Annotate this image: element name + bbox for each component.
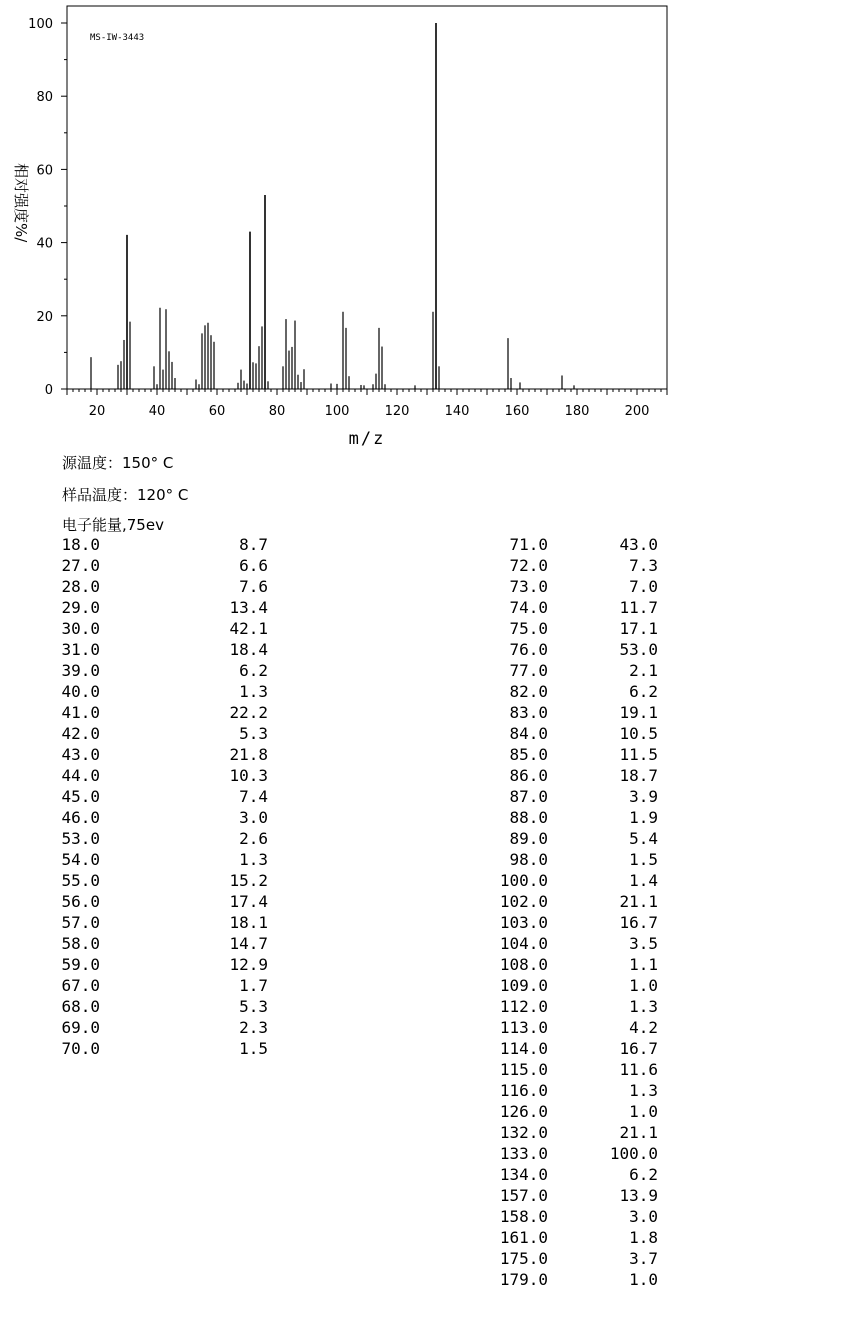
peak-row <box>57 765 268 786</box>
abundance-value: 11.6 <box>619 1060 658 1079</box>
peak-row <box>57 660 268 681</box>
peak-row <box>493 702 658 723</box>
abundance-value: 6.2 <box>629 1165 658 1184</box>
mz-value: 30.0 <box>61 619 100 638</box>
peak-row <box>493 975 658 996</box>
abundance-value: 13.9 <box>619 1186 658 1205</box>
abundance-value: 3.9 <box>629 787 658 806</box>
mz-value: 68.0 <box>61 997 100 1016</box>
peak-row <box>57 912 268 933</box>
peak-row <box>57 534 268 555</box>
x-tick-label: 80 <box>268 404 286 419</box>
x-tick-label: 140 <box>444 404 470 419</box>
peak-row <box>493 870 658 891</box>
abundance-value: 1.0 <box>629 1102 658 1121</box>
mz-value: 113.0 <box>499 1018 548 1037</box>
abundance-value: 1.3 <box>239 850 268 869</box>
x-tick-label: 100 <box>324 404 350 419</box>
mz-value: 126.0 <box>499 1102 548 1121</box>
abundance-value: 21.1 <box>619 892 658 911</box>
x-tick-label: 40 <box>148 404 166 419</box>
abundance-value: 10.3 <box>229 766 268 785</box>
mz-value: 108.0 <box>499 955 548 974</box>
peak-row <box>493 765 658 786</box>
y-axis <box>28 17 67 398</box>
mz-value: 77.0 <box>509 661 548 680</box>
abundance-value: 6.2 <box>629 682 658 701</box>
peak-row <box>493 723 658 744</box>
abundance-value: 6.6 <box>239 556 268 575</box>
peak-series <box>91 23 574 389</box>
x-axis <box>67 389 667 419</box>
abundance-value: 2.1 <box>629 661 658 680</box>
peak-row <box>493 1059 658 1080</box>
abundance-value: 16.7 <box>619 913 658 932</box>
abundance-value: 17.4 <box>229 892 268 911</box>
mz-value: 104.0 <box>499 934 548 953</box>
peak-row <box>57 954 268 975</box>
mz-value: 54.0 <box>61 850 100 869</box>
abundance-value: 5.4 <box>629 829 658 848</box>
mz-value: 114.0 <box>499 1039 548 1058</box>
peak-row <box>493 639 658 660</box>
peak-row <box>57 1017 268 1038</box>
abundance-value: 1.1 <box>629 955 658 974</box>
y-tick-label: 40 <box>36 236 53 252</box>
mz-value: 76.0 <box>509 640 548 659</box>
electron-energy: 电子能量,75ev <box>62 516 164 534</box>
peak-row <box>57 996 268 1017</box>
mz-value: 83.0 <box>509 703 548 722</box>
abundance-value: 7.4 <box>239 787 268 806</box>
peak-row <box>493 1164 658 1185</box>
peak-row <box>57 618 268 639</box>
peak-row <box>57 681 268 702</box>
source-temperature: 源温度：150° C <box>62 454 174 472</box>
x-tick-label: 200 <box>624 404 650 419</box>
mz-value: 67.0 <box>61 976 100 995</box>
mz-value: 75.0 <box>509 619 548 638</box>
mz-value: 59.0 <box>61 955 100 974</box>
y-tick-label: 80 <box>36 90 53 106</box>
mz-value: 116.0 <box>499 1081 548 1100</box>
abundance-value: 2.3 <box>239 1018 268 1037</box>
peak-row <box>493 1038 658 1059</box>
mz-value: 115.0 <box>499 1060 548 1079</box>
mz-value: 157.0 <box>499 1186 548 1205</box>
mz-value: 40.0 <box>61 682 100 701</box>
y-axis-label-group <box>12 163 30 243</box>
peak-row <box>493 1185 658 1206</box>
mz-value: 89.0 <box>509 829 548 848</box>
mz-value: 45.0 <box>61 787 100 806</box>
peak-row <box>493 828 658 849</box>
abundance-value: 1.7 <box>239 976 268 995</box>
abundance-value: 19.1 <box>619 703 658 722</box>
x-tick-label: 180 <box>564 404 590 419</box>
peak-row <box>493 1206 658 1227</box>
peak-row <box>493 933 658 954</box>
peak-row <box>493 786 658 807</box>
abundance-value: 10.5 <box>619 724 658 743</box>
mz-value: 161.0 <box>499 1228 548 1247</box>
peak-row <box>493 1143 658 1164</box>
peak-row <box>57 975 268 996</box>
peak-row <box>493 1269 658 1290</box>
abundance-value: 12.9 <box>229 955 268 974</box>
abundance-value: 42.1 <box>229 619 268 638</box>
abundance-value: 1.3 <box>629 997 658 1016</box>
peak-row <box>493 849 658 870</box>
x-tick-label: 120 <box>384 404 410 419</box>
x-tick-label: 20 <box>88 404 106 419</box>
abundance-value: 14.7 <box>229 934 268 953</box>
abundance-value: 16.7 <box>619 1039 658 1058</box>
mz-value: 39.0 <box>61 661 100 680</box>
peak-row <box>57 576 268 597</box>
mz-value: 71.0 <box>509 535 548 554</box>
mz-value: 27.0 <box>61 556 100 575</box>
peak-row <box>493 1227 658 1248</box>
mz-value: 53.0 <box>61 829 100 848</box>
abundance-value: 18.4 <box>229 640 268 659</box>
peak-row <box>493 534 658 555</box>
abundance-value: 1.3 <box>629 1081 658 1100</box>
mz-value: 158.0 <box>499 1207 548 1226</box>
mz-value: 73.0 <box>509 577 548 596</box>
x-tick-label: 60 <box>208 404 226 419</box>
abundance-value: 7.0 <box>629 577 658 596</box>
abundance-value: 100.0 <box>609 1144 658 1163</box>
peak-row <box>493 1080 658 1101</box>
peak-row <box>493 681 658 702</box>
mz-value: 132.0 <box>499 1123 548 1142</box>
abundance-value: 8.7 <box>239 535 268 554</box>
mz-value: 42.0 <box>61 724 100 743</box>
mz-value: 179.0 <box>499 1270 548 1289</box>
mz-value: 85.0 <box>509 745 548 764</box>
abundance-value: 1.3 <box>239 682 268 701</box>
chart-title: MS-IW-3443 <box>90 33 145 43</box>
abundance-value: 7.3 <box>629 556 658 575</box>
abundance-value: 18.1 <box>229 913 268 932</box>
y-tick-label: 100 <box>28 17 53 32</box>
mz-value: 69.0 <box>61 1018 100 1037</box>
peak-row <box>57 597 268 618</box>
mz-value: 46.0 <box>61 808 100 827</box>
mz-value: 175.0 <box>499 1249 548 1268</box>
peak-row <box>57 723 268 744</box>
plot-frame <box>67 6 667 389</box>
peak-row <box>493 891 658 912</box>
mz-value: 103.0 <box>499 913 548 932</box>
peak-table-right <box>493 534 658 1290</box>
peak-row <box>493 1122 658 1143</box>
abundance-value: 43.0 <box>619 535 658 554</box>
mz-value: 41.0 <box>61 703 100 722</box>
abundance-value: 1.4 <box>629 871 658 890</box>
y-tick-label: 0 <box>44 383 53 398</box>
mz-value: 18.0 <box>61 535 100 554</box>
peak-row <box>57 786 268 807</box>
peak-row <box>57 639 268 660</box>
abundance-value: 3.5 <box>629 934 658 953</box>
peak-row <box>493 618 658 639</box>
mz-value: 72.0 <box>509 556 548 575</box>
abundance-value: 3.0 <box>629 1207 658 1226</box>
abundance-value: 21.1 <box>619 1123 658 1142</box>
mz-value: 43.0 <box>61 745 100 764</box>
mz-value: 82.0 <box>509 682 548 701</box>
mz-value: 28.0 <box>61 577 100 596</box>
abundance-value: 1.8 <box>629 1228 658 1247</box>
abundance-value: 11.5 <box>619 745 658 764</box>
abundance-value: 1.5 <box>629 850 658 869</box>
abundance-value: 4.2 <box>629 1018 658 1037</box>
abundance-value: 13.4 <box>229 598 268 617</box>
abundance-value: 3.7 <box>629 1249 658 1268</box>
abundance-value: 5.3 <box>239 997 268 1016</box>
abundance-value: 7.6 <box>239 577 268 596</box>
peak-row <box>57 807 268 828</box>
mz-value: 31.0 <box>61 640 100 659</box>
x-axis-label: m/z <box>348 429 386 449</box>
abundance-value: 53.0 <box>619 640 658 659</box>
peak-row <box>57 870 268 891</box>
mz-value: 29.0 <box>61 598 100 617</box>
y-axis-label: 相对强度%/ <box>12 163 30 243</box>
mz-value: 133.0 <box>499 1144 548 1163</box>
x-tick-label: 160 <box>504 404 530 419</box>
mz-value: 86.0 <box>509 766 548 785</box>
abundance-value: 2.6 <box>239 829 268 848</box>
mz-value: 134.0 <box>499 1165 548 1184</box>
mz-value: 55.0 <box>61 871 100 890</box>
peak-row <box>493 744 658 765</box>
abundance-value: 5.3 <box>239 724 268 743</box>
peak-row <box>57 891 268 912</box>
mz-value: 58.0 <box>61 934 100 953</box>
peak-row <box>57 1038 268 1059</box>
abundance-value: 11.7 <box>619 598 658 617</box>
abundance-value: 1.0 <box>629 1270 658 1289</box>
mz-value: 57.0 <box>61 913 100 932</box>
peak-row <box>493 660 658 681</box>
mz-value: 74.0 <box>509 598 548 617</box>
mz-value: 87.0 <box>509 787 548 806</box>
mass-spectrum-chart <box>0 0 850 450</box>
mz-value: 56.0 <box>61 892 100 911</box>
abundance-value: 6.2 <box>239 661 268 680</box>
y-tick-label: 60 <box>36 163 53 179</box>
abundance-value: 22.2 <box>229 703 268 722</box>
peak-row <box>493 954 658 975</box>
abundance-value: 1.5 <box>239 1039 268 1058</box>
mz-value: 88.0 <box>509 808 548 827</box>
peak-row <box>57 555 268 576</box>
sample-temperature: 样品温度：120° C <box>62 486 189 504</box>
mz-value: 102.0 <box>499 892 548 911</box>
peak-row <box>493 1248 658 1269</box>
abundance-value: 3.0 <box>239 808 268 827</box>
abundance-value: 18.7 <box>619 766 658 785</box>
abundance-value: 15.2 <box>229 871 268 890</box>
peak-row <box>493 1101 658 1122</box>
mz-value: 84.0 <box>509 724 548 743</box>
abundance-value: 21.8 <box>229 745 268 764</box>
peak-row <box>493 807 658 828</box>
peak-row <box>493 597 658 618</box>
abundance-value: 1.0 <box>629 976 658 995</box>
abundance-value: 1.9 <box>629 808 658 827</box>
peak-row <box>493 555 658 576</box>
mz-value: 109.0 <box>499 976 548 995</box>
mz-value: 70.0 <box>61 1039 100 1058</box>
peak-row <box>493 576 658 597</box>
mz-value: 44.0 <box>61 766 100 785</box>
peak-row <box>57 702 268 723</box>
peak-row <box>493 912 658 933</box>
mz-value: 98.0 <box>509 850 548 869</box>
mz-value: 112.0 <box>499 997 548 1016</box>
peak-row <box>493 1017 658 1038</box>
y-tick-label: 20 <box>36 309 53 325</box>
peak-row <box>57 828 268 849</box>
peak-table-left <box>57 534 268 1059</box>
peak-row <box>57 849 268 870</box>
abundance-value: 17.1 <box>619 619 658 638</box>
peak-row <box>57 933 268 954</box>
mz-value: 100.0 <box>499 871 548 890</box>
peak-row <box>493 996 658 1017</box>
peak-row <box>57 744 268 765</box>
